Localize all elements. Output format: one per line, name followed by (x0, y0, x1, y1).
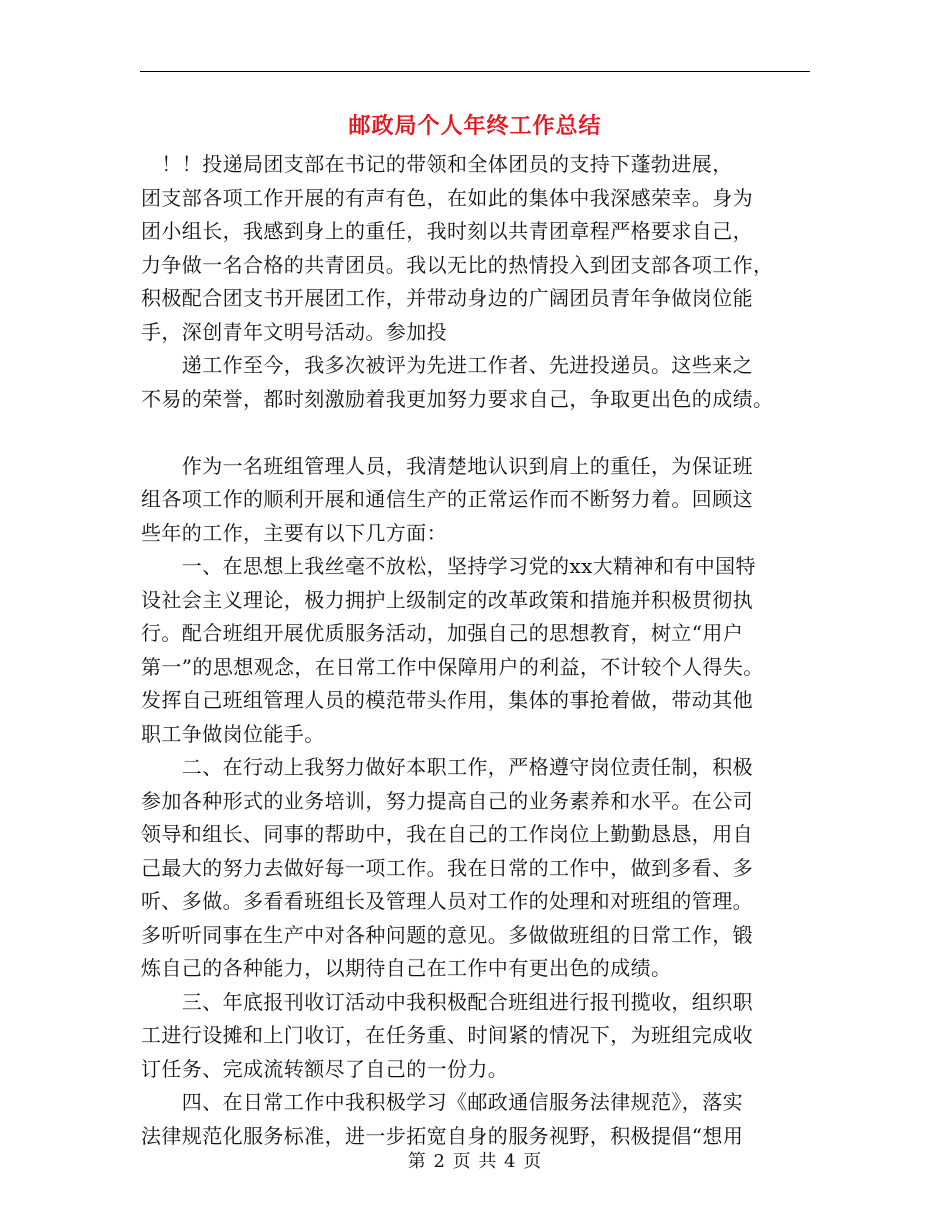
text-line: 作为一名班组管理人员，我清楚地认识到肩上的重任，为保证班 (141, 453, 753, 478)
text-line: 职工争做岗位能手。 (141, 721, 325, 746)
text-line: 四、在日常工作中我积极学习《邮政通信服务法律规范》，落实 (141, 1090, 743, 1114)
text-line: 听、多做。多看看班组长及管理人员对工作的处理和对班组的管理。 (141, 889, 753, 913)
text-line: 不易的荣誉，都时刻激励着我更加努力要求自己，争取更出色的成绩。 (141, 386, 774, 411)
text-line: 递工作至今，我多次被评为先进工作者、先进投递员。这些来之 (141, 353, 753, 377)
text-line: 炼自己的各种能力，以期待自己在工作中有更出色的成绩。 (141, 956, 672, 980)
text-line: 己最大的努力去做好每一项工作。我在日常的工作中，做到多看、多 (141, 855, 753, 880)
text-line: 多听听同事在生产中对各种问题的意见。多做做班组的日常工作，锻 (141, 922, 753, 947)
text-line: 手，深创青年文明号活动。参加投 (141, 319, 447, 344)
text-line: 参加各种形式的业务培训，努力提高自己的业务素养和水平。在公司 (141, 788, 753, 813)
text-line: 一、在思想上我丝毫不放松，坚持学习党的xx大精神和有中国特 (141, 554, 756, 578)
text-line: 团支部各项工作开展的有声有色，在如此的集体中我深感荣幸。身为 (141, 185, 753, 210)
document-title: 邮政局个人年终工作总结 (348, 113, 602, 139)
text-line: 些年的工作，主要有以下几方面： (141, 520, 447, 545)
text-line: 积极配合团支书开展团工作，并带动身边的广阔团员青年争做岗位能 (141, 286, 753, 310)
text-line: 领导和组长、同事的帮助中，我在自己的工作岗位上勤勤恳恳，用自 (141, 822, 753, 846)
header-rule (140, 71, 810, 72)
text-line: 组各项工作的顺利开展和通信生产的正常运作而不断努力着。回顾这 (141, 487, 753, 511)
text-line: 行。配合班组开展优质服务活动，加强自己的思想教育，树立“用户 (141, 621, 744, 645)
text-line: 团小组长，我感到身上的重任，我时刻以共青团章程严格要求自己， (141, 219, 753, 243)
text-line: 二、在行动上我努力做好本职工作，严格遵守岗位责任制，积极 (141, 755, 753, 779)
text-line: 订任务、完成流转额尽了自己的一份力。 (141, 1056, 509, 1081)
text-line: 力争做一名合格的共青团员。我以无比的热情投入到团支部各项工作， (141, 252, 774, 277)
page-number: 第 2 页 共 4 页 (407, 1151, 543, 1172)
text-line: 第一”的思想观念，在日常工作中保障用户的利益，不计较个人得失。 (141, 654, 764, 679)
text-line: 设社会主义理论，极力拥护上级制定的改革政策和措施并积极贯彻执 (141, 587, 753, 612)
blank-line (141, 416, 811, 450)
text-line: 三、年底报刊收订活动中我积极配合班组进行报刊揽收，组织职 (141, 989, 753, 1014)
text-line: 工进行设摊和上门收订，在任务重、时间紧的情况下，为班组完成收 (141, 1023, 753, 1047)
document-body (141, 148, 811, 1153)
text-line: ！！投递局团支部在书记的带领和全体团员的支持下蓬勃进展， (141, 152, 733, 176)
text-line: 发挥自己班组管理人员的模范带头作用，集体的事抢着做，带动其他 (141, 688, 753, 712)
text-line: 法律规范化服务标准，进一步拓宽自身的服务视野，积极提倡“想用 (141, 1123, 744, 1148)
